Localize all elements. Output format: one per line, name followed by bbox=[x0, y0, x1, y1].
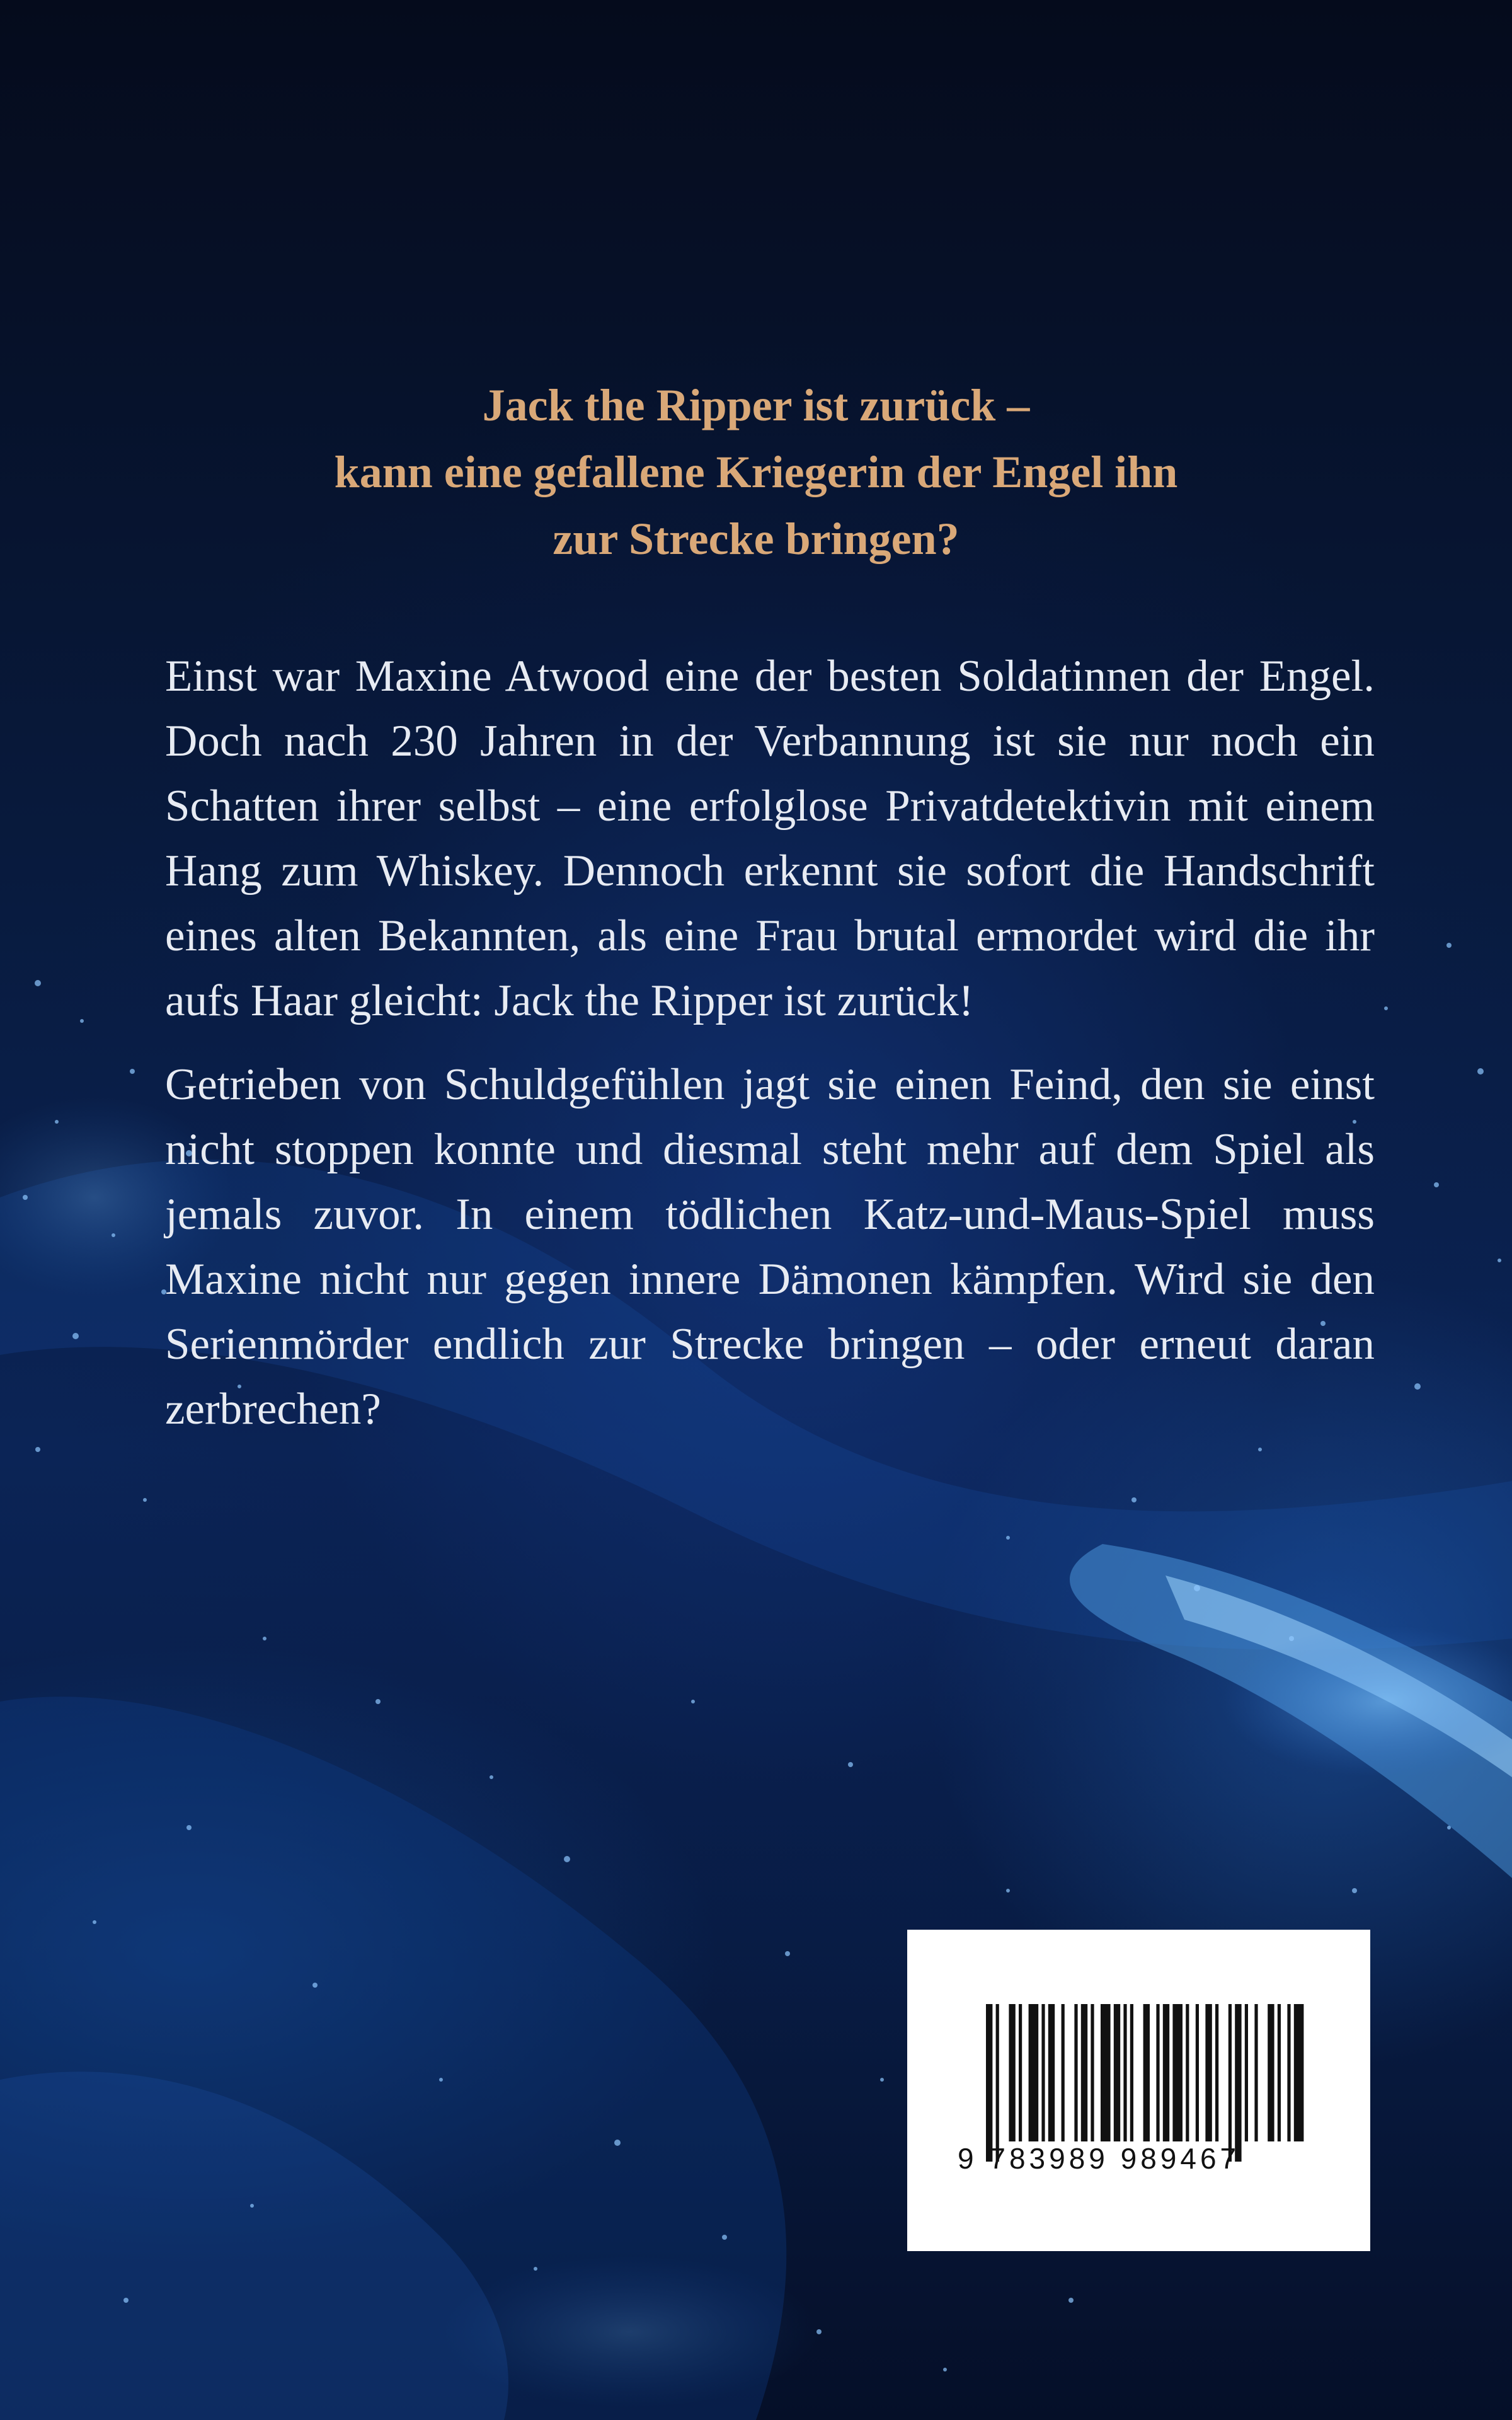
barcode-bar bbox=[1130, 2004, 1133, 2141]
barcode-bar bbox=[1029, 2004, 1039, 2141]
barcode-bar bbox=[1009, 2004, 1015, 2141]
barcode-bar bbox=[1235, 2004, 1241, 2162]
barcode-bar bbox=[1294, 2004, 1304, 2141]
isbn-barcode bbox=[907, 1930, 1370, 2251]
barcode-bar bbox=[1245, 2004, 1248, 2141]
barcode-bar bbox=[1215, 2004, 1218, 2141]
barcode-bar bbox=[986, 2004, 992, 2162]
barcode-bars bbox=[907, 1930, 1370, 2251]
blurb-text bbox=[165, 644, 1375, 1461]
barcode-bar bbox=[996, 2004, 999, 2162]
barcode-bar bbox=[1196, 2004, 1199, 2141]
barcode-bar bbox=[1278, 2004, 1281, 2141]
tagline-line-3: zur Strecke bringen? bbox=[553, 514, 959, 564]
barcode-bar bbox=[1172, 2004, 1183, 2141]
barcode-bar bbox=[1081, 2004, 1087, 2141]
barcode-bar bbox=[1114, 2004, 1120, 2141]
tagline bbox=[126, 372, 1386, 572]
barcode-bar bbox=[1048, 2004, 1055, 2141]
barcode-bar bbox=[1091, 2004, 1094, 2141]
barcode-bar bbox=[1101, 2004, 1111, 2141]
barcode-bar bbox=[1186, 2004, 1189, 2141]
tagline-line-2: kann eine gefallene Kriegerin der Engel ihn bbox=[334, 447, 1178, 497]
barcode-bar bbox=[1287, 2004, 1290, 2141]
barcode-bar bbox=[1074, 2004, 1077, 2141]
barcode-bar bbox=[1019, 2004, 1022, 2141]
barcode-bar bbox=[1143, 2004, 1150, 2141]
barcode-bar bbox=[1156, 2004, 1159, 2141]
barcode-bar bbox=[1163, 2004, 1169, 2141]
blurb-paragraph-2: Getrieben von Schuldgefühlen jagt sie einen Feind, den sie einst nicht stoppen konnte und diesmal steht mehr auf dem Spiel als jemals zuvor. In einem tödlichen Katz-und-Maus-Spiel muss Maxine nicht nur gegen innere Dämonen kämpfen. Wird sie den Serienmörder endlich zur Strecke bringen – oder erneut daran zerbrechen? bbox=[165, 1060, 1375, 1434]
barcode-bar bbox=[1254, 2004, 1257, 2141]
barcode-bar bbox=[1123, 2004, 1126, 2141]
isbn-number: 9 783989 989467 bbox=[958, 2142, 1240, 2175]
barcode-bar bbox=[1268, 2004, 1274, 2141]
tagline-line-1: Jack the Ripper ist zurück – bbox=[482, 380, 1030, 430]
barcode-bar bbox=[1228, 2004, 1232, 2162]
blurb-paragraph-1: Einst war Maxine Atwood eine der besten Soldatinnen der Engel. Doch nach 230 Jahren in der Verbannung ist sie nur noch ein Schatten ihrer selbst – eine erfolglose Privatdetektivin mit einem Hang zum Whiskey. Dennoch erkennt sie sofort die Handschrift eines alten Bekannten, als eine Frau brutal ermordet wird die ihr aufs Haar gleicht: Jack the Ripper ist zurück! bbox=[165, 652, 1375, 1025]
barcode-bar bbox=[1205, 2004, 1211, 2141]
barcode-bar bbox=[1062, 2004, 1065, 2141]
barcode-bar bbox=[1041, 2004, 1045, 2141]
